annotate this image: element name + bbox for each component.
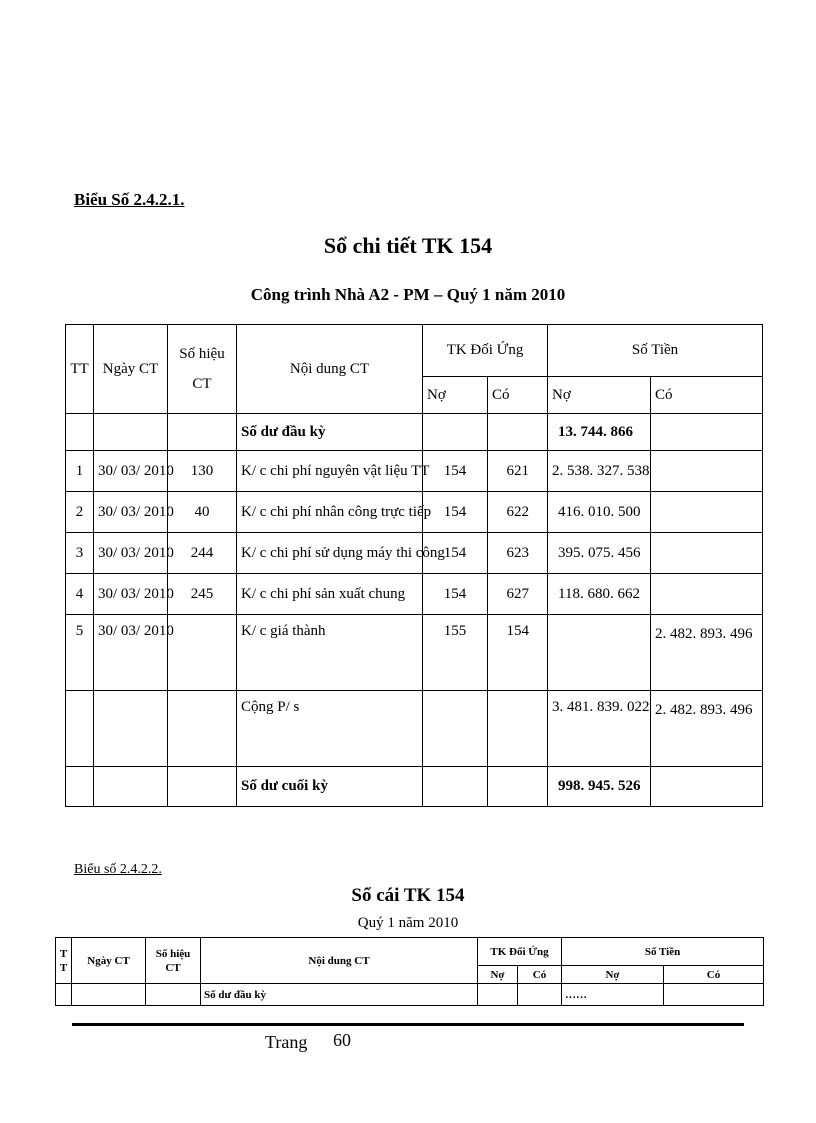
closing-balance-label: Số dư cuối kỳ — [237, 767, 423, 807]
row-credit — [651, 533, 763, 574]
opening-balance-label: Số dư đầu kỳ — [237, 414, 423, 451]
total-credit: 2. 482. 893. 496 — [651, 691, 763, 767]
table-row — [66, 451, 763, 492]
section2-title: Sổ cái TK 154 — [351, 885, 465, 906]
header-doc-no-line2: CT — [192, 376, 212, 392]
gl-header-content: Nội dung CT — [201, 938, 478, 984]
row-acc-credit: 627 — [488, 574, 548, 615]
page-label: Trang — [265, 1032, 308, 1052]
closing-balance-row — [66, 767, 763, 807]
row-doc — [168, 615, 237, 691]
gl-opening-row — [56, 984, 764, 1006]
closing-balance-amount: 998. 945. 526 — [548, 767, 651, 807]
opening-balance-row — [66, 414, 763, 451]
gl-header-tt-line2: T — [59, 961, 68, 974]
row-credit: 2. 482. 893. 496 — [651, 615, 763, 691]
row-debit: 118. 680. 662 — [548, 574, 651, 615]
row-date: 30/ 03/ 2010 — [94, 574, 168, 615]
section2-label: Biểu số 2.4.2.2. — [74, 862, 162, 877]
row-doc: 130 — [168, 451, 237, 492]
total-row — [66, 691, 763, 767]
gl-header-amount-debit: Nợ — [562, 966, 664, 984]
total-debit: 3. 481. 839. 022 — [548, 691, 651, 767]
gl-header-tt — [56, 938, 72, 984]
gl-header-doc-no-line2: CT — [165, 961, 181, 974]
header-account: TK Đối Ứng — [423, 325, 548, 377]
gl-opening-amount: …… — [562, 984, 664, 1006]
general-ledger-table — [55, 937, 764, 1006]
gl-header-doc-no-line1: Số hiệu — [155, 947, 191, 960]
table-row — [66, 533, 763, 574]
row-acc-debit: 154 — [423, 574, 488, 615]
footer-rule — [72, 1023, 744, 1026]
row-debit: 395. 075. 456 — [548, 533, 651, 574]
row-doc: 40 — [168, 492, 237, 533]
row-credit — [651, 574, 763, 615]
row-content: K/ c chi phí sản xuất chung — [237, 574, 423, 615]
row-tt: 5 — [66, 615, 94, 691]
row-acc-credit: 623 — [488, 533, 548, 574]
page-number: 60 — [333, 1030, 351, 1050]
gl-header-account-credit: Có — [518, 966, 562, 984]
header-account-debit: Nợ — [423, 377, 488, 414]
row-credit — [651, 451, 763, 492]
row-credit — [651, 492, 763, 533]
row-tt: 3 — [66, 533, 94, 574]
row-doc: 245 — [168, 574, 237, 615]
gl-header-account: TK Đối Ứng — [478, 938, 562, 966]
header-doc-no — [168, 325, 237, 414]
header-tt: TT — [66, 325, 94, 414]
row-debit: 416. 010. 500 — [548, 492, 651, 533]
table-row — [66, 492, 763, 533]
header-account-credit: Có — [488, 377, 548, 414]
row-acc-debit: 154 — [423, 492, 488, 533]
row-acc-debit: 155 — [423, 615, 488, 691]
row-acc-debit: 154 — [423, 533, 488, 574]
row-tt: 2 — [66, 492, 94, 533]
row-content: K/ c chi phí nguyên vật liệu TT — [237, 451, 423, 492]
row-content: K/ c chi phí nhân công trực tiếp — [237, 492, 423, 533]
section1-subtitle: Công trình Nhà A2 - PM – Quý 1 năm 2010 — [250, 285, 566, 304]
row-content: K/ c chi phí sử dụng máy thi công — [237, 533, 423, 574]
row-content: K/ c giá thành — [237, 615, 423, 691]
header-date: Ngày CT — [94, 325, 168, 414]
table-row — [66, 574, 763, 615]
gl-header-doc-no — [146, 938, 201, 984]
gl-header-date: Ngày CT — [72, 938, 146, 984]
header-amount-credit: Có — [651, 377, 763, 414]
gl-opening-label: Số dư đầu kỳ — [201, 984, 478, 1006]
gl-header-tt-line1: T — [59, 947, 68, 960]
gl-header-account-debit: Nợ — [478, 966, 518, 984]
header-content: Nội dung CT — [237, 325, 423, 414]
header-amount-debit: Nợ — [548, 377, 651, 414]
row-acc-credit: 154 — [488, 615, 548, 691]
row-tt: 1 — [66, 451, 94, 492]
row-debit: 2. 538. 327. 538 — [548, 451, 651, 492]
row-doc: 244 — [168, 533, 237, 574]
row-acc-credit: 622 — [488, 492, 548, 533]
row-tt: 4 — [66, 574, 94, 615]
row-debit — [548, 615, 651, 691]
section1-title: Sổ chi tiết TK 154 — [323, 233, 493, 258]
row-date: 30/ 03/ 2010 — [94, 451, 168, 492]
total-label: Cộng P/ s — [237, 691, 423, 767]
detail-ledger-table — [65, 324, 763, 807]
table-row — [66, 615, 763, 691]
row-date: 30/ 03/ 2010 — [94, 533, 168, 574]
gl-header-amount: Số Tiền — [562, 938, 764, 966]
row-acc-debit: 154 — [423, 451, 488, 492]
header-amount: Số Tiền — [548, 325, 763, 377]
row-acc-credit: 621 — [488, 451, 548, 492]
section1-label: Biểu Số 2.4.2.1. — [74, 190, 185, 209]
section2-subtitle: Quý 1 năm 2010 — [357, 915, 459, 931]
gl-header-amount-credit: Có — [664, 966, 764, 984]
header-doc-no-line1: Số hiệu — [179, 346, 225, 362]
row-date: 30/ 03/ 2010 — [94, 615, 168, 691]
opening-balance-amount: 13. 744. 866 — [548, 414, 651, 451]
row-date: 30/ 03/ 2010 — [94, 492, 168, 533]
